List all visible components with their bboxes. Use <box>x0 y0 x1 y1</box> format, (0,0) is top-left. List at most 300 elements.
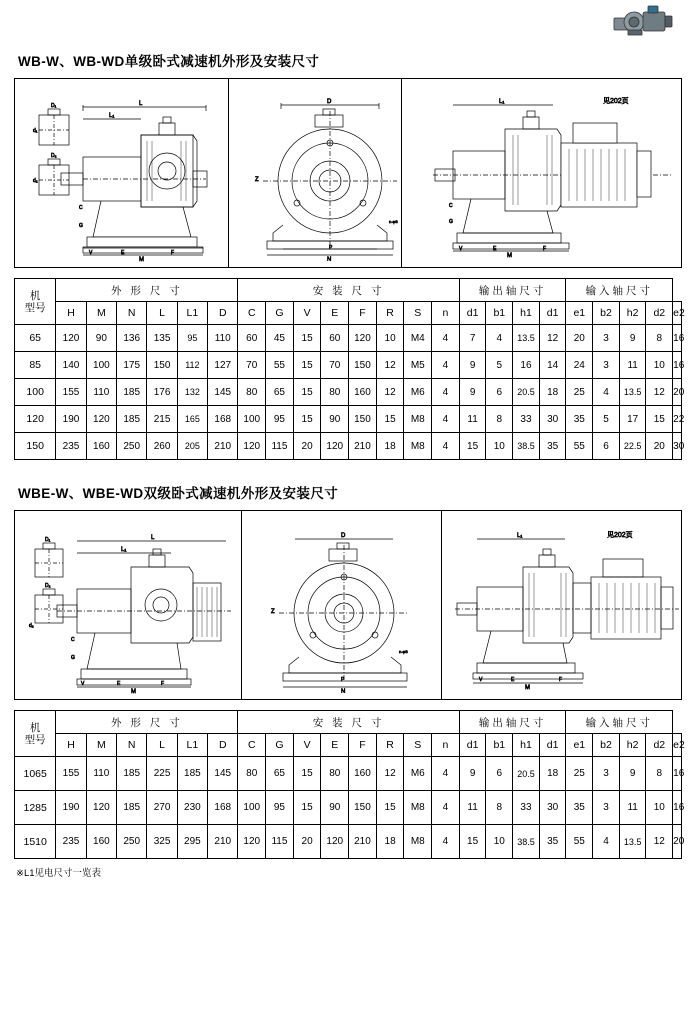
t1-r2-c11: 12 <box>376 379 404 406</box>
t2-r0-c22: 16 <box>673 757 682 791</box>
table1-head-input-shaft: 输入轴尺寸 <box>566 279 673 302</box>
t1-r1-c19: 3 <box>593 352 620 379</box>
t1-r4-c14: 15 <box>459 433 486 460</box>
t1-r4-c9: 120 <box>321 433 349 460</box>
t1-r3-c4: 165 <box>177 406 207 433</box>
t1-r0-model: 65 <box>15 325 56 352</box>
t1-r2-c8: 15 <box>293 379 321 406</box>
t1-r3-c8: 15 <box>293 406 321 433</box>
t1-r0-c22: 16 <box>673 325 682 352</box>
drawing-frame-double-stage <box>14 510 682 700</box>
table-row <box>15 757 682 791</box>
table2-col-E: E <box>321 734 349 757</box>
t1-r2-c21: 12 <box>646 379 673 406</box>
t2-r0-c9: 80 <box>321 757 349 791</box>
svg-text:F: F <box>171 250 175 256</box>
t1-r4-c18: 55 <box>566 433 593 460</box>
t1-r1-c0: 140 <box>56 352 86 379</box>
t1-r0-c11: 10 <box>376 325 404 352</box>
t1-r1-c3: 150 <box>147 352 177 379</box>
t1-r1-c14: 9 <box>459 352 486 379</box>
svg-text:D: D <box>341 533 346 539</box>
t1-r4-c21: 20 <box>646 433 673 460</box>
svg-text:L₁: L₁ <box>517 533 523 539</box>
table1-col-H: H <box>56 302 86 325</box>
svg-text:L₁: L₁ <box>499 99 505 105</box>
t1-r0-c14: 7 <box>459 325 486 352</box>
t2-r1-c6: 100 <box>238 791 266 825</box>
t2-r0-model: 1065 <box>15 757 56 791</box>
t1-r2-c4: 132 <box>177 379 207 406</box>
table1-col-L: L <box>147 302 177 325</box>
table2-col-d1: d1 <box>459 734 486 757</box>
table2-col-F: F <box>349 734 377 757</box>
table-row <box>15 325 682 352</box>
t2-r0-c2: 185 <box>117 757 147 791</box>
t1-r3-c10: 150 <box>349 406 377 433</box>
t1-r0-c18: 20 <box>566 325 593 352</box>
t1-r1-c2: 175 <box>117 352 147 379</box>
table1-col-d1b: d1 <box>539 302 566 325</box>
t1-r4-c6: 120 <box>238 433 266 460</box>
t2-r2-model: 1510 <box>15 825 56 859</box>
t1-r1-c18: 24 <box>566 352 593 379</box>
t1-r2-c14: 9 <box>459 379 486 406</box>
t2-r2-c3: 325 <box>147 825 177 859</box>
t1-r3-c6: 100 <box>238 406 266 433</box>
t1-r4-c1: 160 <box>86 433 116 460</box>
table2-head-input-shaft: 输入轴尺寸 <box>566 711 673 734</box>
t2-r0-c12: M6 <box>404 757 432 791</box>
t1-r1-c15: 5 <box>486 352 513 379</box>
table2-col-n: n <box>432 734 460 757</box>
t1-r1-c1: 100 <box>86 352 116 379</box>
t1-r0-c2: 136 <box>117 325 147 352</box>
t2-r0-c0: 155 <box>56 757 86 791</box>
t1-r4-c22: 30 <box>673 433 682 460</box>
svg-text:D₁: D₁ <box>51 103 57 109</box>
table1-col-G: G <box>266 302 294 325</box>
t2-r2-c10: 210 <box>349 825 377 859</box>
table-row <box>15 791 682 825</box>
svg-text:G: G <box>71 655 75 661</box>
t1-r0-c10: 120 <box>349 325 377 352</box>
t1-r2-c20: 13.5 <box>619 379 646 406</box>
table1-head-output-shaft: 输出轴尺寸 <box>459 279 566 302</box>
svg-text:D₂: D₂ <box>45 583 51 589</box>
t2-r1-model: 1285 <box>15 791 56 825</box>
table2-body <box>15 757 685 859</box>
table2-col-b2: b2 <box>593 734 620 757</box>
t1-r2-model: 100 <box>15 379 56 406</box>
t1-r4-c8: 20 <box>293 433 321 460</box>
t1-r0-c1: 90 <box>86 325 116 352</box>
t1-r0-c13: 4 <box>432 325 460 352</box>
table1-col-S: S <box>404 302 432 325</box>
svg-text:M: M <box>131 689 136 695</box>
t2-r0-c10: 160 <box>349 757 377 791</box>
svg-text:d₂: d₂ <box>33 178 38 184</box>
table1-col-D: D <box>208 302 238 325</box>
table1-col-d1: d1 <box>459 302 486 325</box>
svg-text:E: E <box>511 677 515 683</box>
svg-text:E: E <box>121 250 125 256</box>
table1-head-model: 机 型号 <box>15 279 56 325</box>
t2-r2-c12: M8 <box>404 825 432 859</box>
table2-head-output-shaft: 输出轴尺寸 <box>459 711 566 734</box>
table-row <box>15 433 682 460</box>
section-title-2: WBE-W、WBE-WD双级卧式减速机外形及安装尺寸 <box>18 486 339 501</box>
t2-r0-c19: 3 <box>593 757 620 791</box>
t2-r1-c11: 15 <box>376 791 404 825</box>
t1-r3-c3: 215 <box>147 406 177 433</box>
t2-r2-c19: 4 <box>593 825 620 859</box>
t1-r2-c10: 160 <box>349 379 377 406</box>
t1-r2-c6: 80 <box>238 379 266 406</box>
t2-r0-c16: 20.5 <box>513 757 540 791</box>
t1-r0-c4: 95 <box>177 325 207 352</box>
t1-r4-c11: 18 <box>376 433 404 460</box>
t1-r2-c2: 185 <box>117 379 147 406</box>
table1-col-M: M <box>86 302 116 325</box>
t1-r2-c13: 4 <box>432 379 460 406</box>
table2-col-G: G <box>266 734 294 757</box>
svg-text:G: G <box>449 219 453 225</box>
table2-head-mounting: 安 装 尺 寸 <box>238 711 459 734</box>
t2-r2-c1: 160 <box>86 825 116 859</box>
svg-text:d₁: d₁ <box>33 128 38 134</box>
t2-r2-c9: 120 <box>321 825 349 859</box>
t1-r2-c9: 80 <box>321 379 349 406</box>
t1-r0-c19: 3 <box>593 325 620 352</box>
t1-r4-c7: 115 <box>266 433 294 460</box>
table2-col-L1: L1 <box>177 734 207 757</box>
svg-text:P: P <box>341 677 345 683</box>
t2-r1-c5: 168 <box>208 791 238 825</box>
svg-text:Z: Z <box>255 177 259 183</box>
svg-text:V: V <box>459 246 463 252</box>
table-row <box>15 406 682 433</box>
svg-text:M: M <box>507 253 512 259</box>
t2-r2-c18: 55 <box>566 825 593 859</box>
t1-r0-c7: 45 <box>266 325 294 352</box>
svg-text:C: C <box>71 637 75 643</box>
t1-r4-c15: 10 <box>486 433 513 460</box>
t2-r1-c22: 16 <box>673 791 682 825</box>
t1-r3-c11: 15 <box>376 406 404 433</box>
table-row <box>15 379 682 406</box>
table2-col-R: R <box>376 734 404 757</box>
svg-text:E: E <box>493 246 497 252</box>
t2-r1-c10: 150 <box>349 791 377 825</box>
svg-text:M: M <box>139 257 144 262</box>
t2-r0-c15: 6 <box>486 757 513 791</box>
t1-r2-c5: 145 <box>208 379 238 406</box>
t2-r1-c20: 11 <box>619 791 646 825</box>
footnote: ※L1见电尺寸一览表 <box>16 868 102 879</box>
svg-text:Z: Z <box>271 609 275 615</box>
svg-text:F: F <box>161 681 165 687</box>
svg-text:d₂: d₂ <box>29 623 34 629</box>
table2-col-b1: b1 <box>486 734 513 757</box>
svg-text:n-φS: n-φS <box>399 649 408 654</box>
t1-r2-c19: 4 <box>593 379 620 406</box>
t1-r2-c0: 155 <box>56 379 86 406</box>
t1-r0-c16: 13.5 <box>513 325 540 352</box>
t1-r4-c19: 6 <box>593 433 620 460</box>
t2-r0-c14: 9 <box>459 757 486 791</box>
svg-text:C: C <box>449 203 453 209</box>
spec-table-double-stage <box>14 710 685 859</box>
t1-r0-c8: 15 <box>293 325 321 352</box>
svg-text:见202页: 见202页 <box>607 532 633 539</box>
t2-r1-c15: 8 <box>486 791 513 825</box>
t1-r3-c21: 15 <box>646 406 673 433</box>
t1-r3-c1: 120 <box>86 406 116 433</box>
t1-r4-c4: 205 <box>177 433 207 460</box>
t1-r3-c2: 185 <box>117 406 147 433</box>
svg-text:E: E <box>117 681 121 687</box>
svg-text:V: V <box>89 250 93 256</box>
t2-r2-c16: 38.5 <box>513 825 540 859</box>
t1-r1-c17: 14 <box>539 352 566 379</box>
t1-r2-c17: 18 <box>539 379 566 406</box>
t1-r3-c18: 35 <box>566 406 593 433</box>
t2-r1-c13: 4 <box>432 791 460 825</box>
table2-col-h2: h2 <box>619 734 646 757</box>
t2-r1-c3: 270 <box>147 791 177 825</box>
table1-col-h2: h2 <box>619 302 646 325</box>
t1-r0-c12: M4 <box>404 325 432 352</box>
t2-r2-c5: 210 <box>208 825 238 859</box>
table1-col-E: E <box>321 302 349 325</box>
t2-r1-c1: 120 <box>86 791 116 825</box>
t1-r3-model: 120 <box>15 406 56 433</box>
t1-r0-c15: 4 <box>486 325 513 352</box>
spec-table-single-stage <box>14 278 685 460</box>
t2-r0-c1: 110 <box>86 757 116 791</box>
table2-col-V: V <box>293 734 321 757</box>
t2-r2-c11: 18 <box>376 825 404 859</box>
t2-r0-c8: 15 <box>293 757 321 791</box>
svg-text:见202页: 见202页 <box>603 98 629 105</box>
t1-r3-c7: 95 <box>266 406 294 433</box>
t2-r0-c5: 145 <box>208 757 238 791</box>
table2-col-L: L <box>147 734 177 757</box>
t2-r0-c18: 25 <box>566 757 593 791</box>
table1-col-R: R <box>376 302 404 325</box>
drawing-frame-single-stage <box>14 78 682 268</box>
t1-r4-c0: 235 <box>56 433 86 460</box>
svg-text:F: F <box>559 677 563 683</box>
t1-r1-c10: 150 <box>349 352 377 379</box>
t1-r4-c16: 38.5 <box>513 433 540 460</box>
t2-r2-c14: 15 <box>459 825 486 859</box>
t1-r1-c5: 127 <box>208 352 238 379</box>
t2-r2-c21: 12 <box>646 825 673 859</box>
table1-col-d2: d2 <box>646 302 673 325</box>
svg-text:D₁: D₁ <box>45 537 51 543</box>
svg-text:M: M <box>525 685 530 691</box>
svg-text:C: C <box>79 205 83 211</box>
t2-r2-c6: 120 <box>238 825 266 859</box>
t1-r1-c12: M5 <box>404 352 432 379</box>
t2-r1-c21: 10 <box>646 791 673 825</box>
t2-r0-c17: 18 <box>539 757 566 791</box>
svg-text:V: V <box>81 681 85 687</box>
svg-text:F: F <box>543 246 547 252</box>
t1-r0-c9: 60 <box>321 325 349 352</box>
svg-text:N: N <box>327 257 332 261</box>
t2-r0-c4: 185 <box>177 757 207 791</box>
t2-r1-c12: M8 <box>404 791 432 825</box>
t2-r2-c13: 4 <box>432 825 460 859</box>
svg-text:V: V <box>479 677 483 683</box>
table1-col-V: V <box>293 302 321 325</box>
table1-col-b2: b2 <box>593 302 620 325</box>
table1-col-h1: h1 <box>513 302 540 325</box>
t1-r3-c12: M8 <box>404 406 432 433</box>
page-header <box>14 0 682 48</box>
t2-r0-c11: 12 <box>376 757 404 791</box>
t1-r3-c14: 11 <box>459 406 486 433</box>
table-row <box>15 825 682 859</box>
svg-text:n-φS: n-φS <box>389 219 398 224</box>
t2-r2-c17: 35 <box>539 825 566 859</box>
t1-r2-c1: 110 <box>86 379 116 406</box>
t1-r3-c13: 4 <box>432 406 460 433</box>
t1-r1-c11: 12 <box>376 352 404 379</box>
table1-head-outline: 外 形 尺 寸 <box>56 279 238 302</box>
t1-r0-c20: 9 <box>619 325 646 352</box>
t1-r2-c12: M6 <box>404 379 432 406</box>
table1-col-N: N <box>117 302 147 325</box>
t2-r2-c0: 235 <box>56 825 86 859</box>
t2-r1-c17: 30 <box>539 791 566 825</box>
t2-r0-c6: 80 <box>238 757 266 791</box>
t1-r2-c3: 176 <box>147 379 177 406</box>
t1-r0-c3: 135 <box>147 325 177 352</box>
t1-r4-model: 150 <box>15 433 56 460</box>
table1-col-b1: b1 <box>486 302 513 325</box>
t1-r2-c15: 6 <box>486 379 513 406</box>
t1-r3-c22: 22 <box>673 406 682 433</box>
t1-r3-c16: 33 <box>513 406 540 433</box>
t2-r0-c7: 65 <box>266 757 294 791</box>
table2-col-M: M <box>86 734 116 757</box>
svg-text:G: G <box>79 223 83 229</box>
t1-r2-c7: 65 <box>266 379 294 406</box>
table2-col-S: S <box>404 734 432 757</box>
t1-r4-c20: 22.5 <box>619 433 646 460</box>
svg-text:L₁: L₁ <box>121 547 127 553</box>
table1-head-mounting: 安 装 尺 寸 <box>238 279 459 302</box>
t1-r1-c7: 55 <box>266 352 294 379</box>
t2-r0-c20: 9 <box>619 757 646 791</box>
t2-r2-c4: 295 <box>177 825 207 859</box>
t2-r2-c8: 20 <box>293 825 321 859</box>
t1-r3-c20: 17 <box>619 406 646 433</box>
t1-r2-c16: 20.5 <box>513 379 540 406</box>
t1-r4-c13: 4 <box>432 433 460 460</box>
t1-r3-c0: 190 <box>56 406 86 433</box>
table2-col-H: H <box>56 734 86 757</box>
t1-r0-c21: 8 <box>646 325 673 352</box>
table2-col-N: N <box>117 734 147 757</box>
table2-col-e2: e2 <box>673 734 682 757</box>
table2-col-e1: e1 <box>566 734 593 757</box>
t1-r2-c22: 20 <box>673 379 682 406</box>
t2-r1-c16: 33 <box>513 791 540 825</box>
table2-head-model: 机 型号 <box>15 711 56 757</box>
t2-r1-c0: 190 <box>56 791 86 825</box>
t2-r1-c9: 90 <box>321 791 349 825</box>
table1-col-L1: L1 <box>177 302 207 325</box>
svg-text:D: D <box>327 99 332 105</box>
t1-r4-c3: 260 <box>147 433 177 460</box>
t1-r0-c6: 60 <box>238 325 266 352</box>
svg-text:P: P <box>329 245 333 251</box>
t1-r4-c10: 210 <box>349 433 377 460</box>
table1-col-e1: e1 <box>566 302 593 325</box>
t1-r1-c6: 70 <box>238 352 266 379</box>
svg-text:L: L <box>139 101 143 107</box>
t2-r2-c2: 250 <box>117 825 147 859</box>
svg-text:L: L <box>151 535 155 541</box>
t1-r1-c8: 15 <box>293 352 321 379</box>
t2-r1-c18: 35 <box>566 791 593 825</box>
t2-r2-c20: 13.5 <box>619 825 646 859</box>
t1-r1-c13: 4 <box>432 352 460 379</box>
t2-r0-c21: 8 <box>646 757 673 791</box>
t2-r0-c13: 4 <box>432 757 460 791</box>
t1-r4-c12: M8 <box>404 433 432 460</box>
table2-col-D: D <box>208 734 238 757</box>
t1-r3-c19: 5 <box>593 406 620 433</box>
t1-r4-c17: 35 <box>539 433 566 460</box>
t2-r2-c22: 20 <box>673 825 682 859</box>
t2-r0-c3: 225 <box>147 757 177 791</box>
t1-r4-c5: 210 <box>208 433 238 460</box>
table1-col-F: F <box>349 302 377 325</box>
t1-r0-c5: 110 <box>208 325 238 352</box>
t1-r1-c20: 11 <box>619 352 646 379</box>
t1-r3-c17: 30 <box>539 406 566 433</box>
section-title-1: WB-W、WB-WD单级卧式减速机外形及安装尺寸 <box>18 54 320 69</box>
table2-head-outline: 外 形 尺 寸 <box>56 711 238 734</box>
t1-r4-c2: 250 <box>117 433 147 460</box>
t1-r0-c17: 12 <box>539 325 566 352</box>
t2-r2-c15: 10 <box>486 825 513 859</box>
table2-col-d1b: d1 <box>539 734 566 757</box>
t1-r3-c15: 8 <box>486 406 513 433</box>
table-row <box>15 352 682 379</box>
gear-motor-logo <box>612 2 676 44</box>
t1-r2-c18: 25 <box>566 379 593 406</box>
t2-r1-c4: 230 <box>177 791 207 825</box>
table2-col-d2: d2 <box>646 734 673 757</box>
t1-r1-model: 85 <box>15 352 56 379</box>
t1-r1-c16: 16 <box>513 352 540 379</box>
t1-r1-c22: 16 <box>673 352 682 379</box>
table2-col-h1: h1 <box>513 734 540 757</box>
table1-body <box>15 325 685 460</box>
t1-r0-c0: 120 <box>56 325 86 352</box>
table1-col-n: n <box>432 302 460 325</box>
t1-r3-c5: 168 <box>208 406 238 433</box>
t2-r1-c19: 3 <box>593 791 620 825</box>
t1-r3-c9: 90 <box>321 406 349 433</box>
